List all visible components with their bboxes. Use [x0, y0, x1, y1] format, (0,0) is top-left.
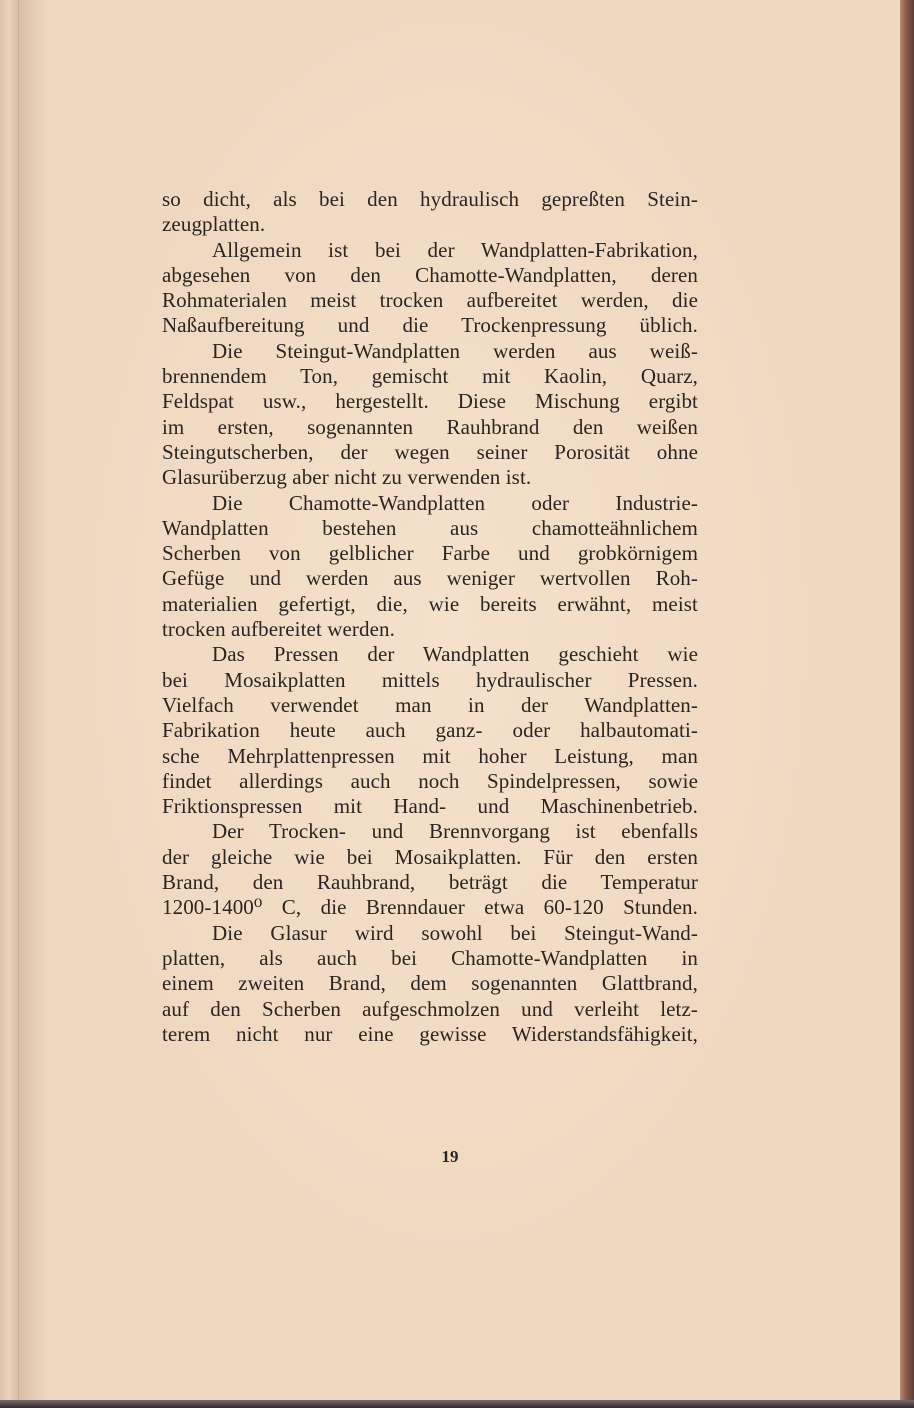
text-line: einem zweiten Brand, dem sogenannten Glattbrand, — [162, 971, 698, 996]
text-line: Der Trocken- und Brennvorgang ist ebenfalls — [212, 819, 698, 844]
text-line: so dicht, als bei den hydraulisch gepreßten Stein- — [162, 187, 698, 211]
text-line: auf den Scherben aufgeschmolzen und verleiht letz- — [162, 996, 698, 1021]
book-spine — [0, 0, 19, 1400]
text-line: Das Pressen der Wandplatten geschieht wie — [212, 642, 698, 667]
text-line: brennendem Ton, gemischt mit Kaolin, Quarz, — [162, 364, 698, 389]
text-line: terem nicht nur eine gewisse Widerstandsfähigkeit, — [162, 1021, 698, 1046]
text-line: Scherben von gelblicher Farbe und grobkörnigem — [162, 541, 698, 566]
text-line: Fabrikation heute auch ganz- oder halbautomati- — [162, 718, 698, 743]
text-line: Feldspat usw., hergestellt. Diese Mischung ergibt — [162, 389, 698, 414]
text-line: zeugplatten. — [162, 212, 266, 237]
text-line: der gleiche wie bei Mosaikplatten. Für den ersten — [162, 844, 698, 869]
body-text — [162, 187, 698, 1047]
text-line: Steingutscherben, der wegen seiner Porosität ohne — [162, 439, 698, 464]
page-number: 19 — [441, 1147, 459, 1166]
text-line: im ersten, sogenannten Rauhbrand den weißen — [162, 414, 698, 439]
text-line: Friktionspressen mit Hand- und Maschinenbetrieb. — [162, 794, 698, 819]
text-line: sche Mehrplattenpressen mit hoher Leistung, man — [162, 743, 698, 768]
text-line: Die Chamotte-Wandplatten oder Industrie- — [212, 490, 698, 515]
text-line: Rohmaterialen meist trocken aufbereitet werden, die — [162, 288, 698, 313]
text-line: 1200-1400⁰ C, die Brenndauer etwa 60-120 Stunden. — [162, 895, 698, 920]
text-line: materialien gefertigt, die, wie bereits erwähnt, meist — [162, 591, 698, 616]
text-line: abgesehen von den Chamotte-Wandplatten, deren — [162, 262, 698, 287]
paragraph — [162, 339, 698, 491]
text-line: Naßaufbereitung und die Trockenpressung üblich. — [162, 313, 698, 338]
text-line: findet allerdings auch noch Spindelpressen, sowie — [162, 768, 698, 793]
paragraph — [162, 921, 698, 1047]
text-line: trocken aufbereitet werden. — [162, 617, 395, 642]
text-line: Wandplatten bestehen aus chamotteähnlichem — [162, 515, 698, 540]
book-page-edges — [900, 0, 914, 1408]
paragraph — [162, 187, 698, 238]
text-line: platten, als auch bei Chamotte-Wandplatten in — [162, 945, 698, 970]
text-line: Allgemein ist bei der Wandplatten-Fabrikation, — [212, 237, 698, 262]
paragraph — [162, 238, 698, 339]
background-surface — [0, 1400, 914, 1408]
paragraph — [162, 642, 698, 819]
text-line: Glasurüberzug aber nicht zu verwenden ist. — [162, 465, 532, 490]
text-line: Brand, den Rauhbrand, beträgt die Temperatur — [162, 870, 698, 895]
paragraph — [162, 819, 698, 920]
text-line: Die Steingut-Wandplatten werden aus weiß- — [212, 338, 698, 363]
paragraph — [162, 491, 698, 643]
text-line: Die Glasur wird sowohl bei Steingut-Wand- — [212, 920, 698, 945]
text-line: Vielfach verwendet man in der Wandplatten- — [162, 692, 698, 717]
gutter-shadow — [19, 0, 49, 1400]
text-line: Gefüge und werden aus weniger wertvollen Roh- — [162, 566, 698, 591]
text-line: bei Mosaikplatten mittels hydraulischer Pressen. — [162, 667, 698, 692]
